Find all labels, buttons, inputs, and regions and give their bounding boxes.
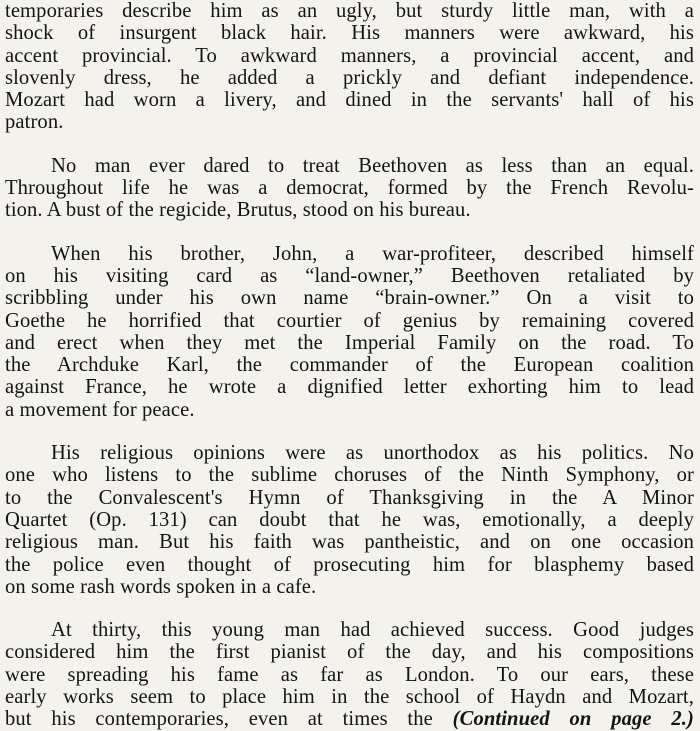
- text-line: the Archduke Karl, the commander of the European coalition: [5, 354, 694, 377]
- text-line: Quartet (Op. 131) can doubt that he was, emotionally, a deeply: [5, 508, 694, 531]
- text-line: tion. A bust of the regicide, Brutus, stood on his bureau.: [5, 199, 471, 222]
- paragraph-1: [5, 0, 694, 134]
- text-line: patron.: [5, 111, 64, 134]
- text-line: scribbling under his own name “brain-owner.” On a visit to: [5, 287, 694, 310]
- paragraph-5: [5, 619, 694, 730]
- paragraph-2: [5, 155, 694, 222]
- text-line: the police even thought of prosecuting him for blasphemy based: [5, 553, 694, 576]
- text-line: shock of insurgent black hair. His manners were awkward, his: [5, 22, 694, 45]
- text-line: on some rash words spoken in a cafe.: [5, 575, 317, 598]
- continued-on-page-link[interactable]: (Continued on page 2.): [452, 708, 694, 731]
- paragraph-4: [5, 442, 694, 598]
- text-line: on his visiting card as “land-owner,” Beethoven retaliated by: [5, 264, 694, 287]
- text-line: temporaries describe him as an ugly, but sturdy little man, with a: [5, 0, 694, 22]
- text-line: to the Convalescent's Hymn of Thanksgiving in the A Minor: [5, 486, 694, 509]
- final-line-text: but his contemporaries, even at times the: [5, 708, 433, 731]
- text-line: early works seem to place him in the school of Haydn and Mozart,: [5, 686, 694, 709]
- paragraph-3: [5, 243, 694, 421]
- text-line: religious man. But his faith was pantheistic, and on one occasion: [5, 531, 694, 554]
- text-line: and erect when they met the Imperial Family on the road. To: [5, 331, 694, 354]
- text-line: one who listens to the sublime choruses of the Ninth Symphony, or: [5, 464, 694, 487]
- text-line-final: [5, 708, 694, 730]
- text-line: When his brother, John, a war-profiteer, described himself: [51, 242, 694, 265]
- text-line: His religious opinions were as unorthodox as his politics. No: [51, 442, 694, 465]
- text-line: No man ever dared to treat Beethoven as less than an equal.: [51, 154, 694, 177]
- text-line: a movement for peace.: [5, 398, 195, 421]
- text-line: At thirty, this young man had achieved success. Good judges: [51, 619, 694, 642]
- text-line: considered him the first pianist of the day, and his compositions: [5, 641, 694, 664]
- text-line: slovenly dress, he added a prickly and defiant independence.: [5, 66, 694, 89]
- text-line: accent provincial. To awkward manners, a provincial accent, and: [5, 44, 694, 67]
- text-line: were spreading his fame as far as London. To our ears, these: [5, 663, 694, 686]
- text-line: Mozart had worn a livery, and dined in the servants' hall of his: [5, 89, 694, 112]
- text-line: Goethe he horrified that courtier of genius by remaining covered: [5, 309, 694, 332]
- text-line: Throughout life he was a democrat, formed by the French Revolu-: [5, 177, 694, 200]
- text-line: against France, he wrote a dignified letter exhorting him to lead: [5, 376, 694, 399]
